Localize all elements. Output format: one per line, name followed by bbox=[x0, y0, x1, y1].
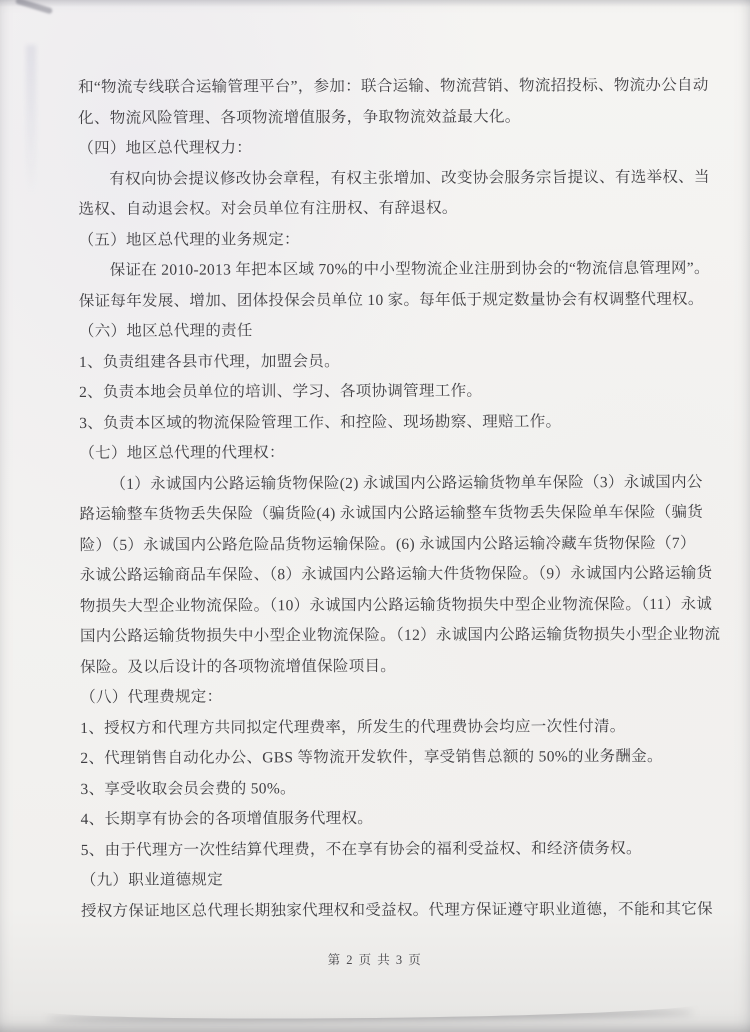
document-line: （1）永诚国内公路运输货物保险(2) 永诚国内公路运输货物单车保险（3）永诚国内公 bbox=[110, 473, 703, 493]
document-line: 有权向协会提议修改协会章程，有权主张增加、改变协会服务宗旨提议、有选举权、当 bbox=[109, 168, 710, 188]
page-footer: 第 2 页 共 3 页 bbox=[327, 953, 423, 967]
document-line: 路运输整车货物丢失保险（骗货险(4) 永诚国内公路运输整车货物丢失保险单车保险（骗货 bbox=[79, 503, 704, 523]
document-line: （五）地区总代理的业务规定： bbox=[78, 230, 300, 249]
document-line: （九）职业道德规定 bbox=[80, 871, 224, 889]
scan-corner-mark bbox=[15, 0, 53, 14]
document-line: 永诚公路运输商品车保险、（8）永诚国内公路运输大件货物保险。（9）永诚国内公路运输货 bbox=[79, 564, 713, 584]
scan-streak-left bbox=[26, 45, 36, 195]
document-line: 4、长期享有协会的各项增值服务代理权。 bbox=[80, 809, 374, 828]
document-line: 3、负责本区域的物流保险管理工作、和控险、现场勘察、理赔工作。 bbox=[79, 412, 562, 432]
document-line: （七）地区总代理的代理权： bbox=[79, 444, 285, 462]
document-line: （六）地区总代理的责任 bbox=[78, 322, 253, 340]
text-block bbox=[78, 71, 741, 927]
document-line: 保险。及以后设计的各项物流增值保险项目。 bbox=[80, 657, 397, 676]
document-line: 国内公路运输货物损失中小型企业物流保险。（12）永诚国内公路运输货物损失小型企业物流 bbox=[79, 625, 721, 645]
document-line: 1、授权方和代理方共同拟定代理费率，所发生的代理费协会均应一次性付清。 bbox=[80, 717, 626, 737]
document-line: 和“物流专线联合运输管理平台”，参加：联合运输、物流营销、物流招投标、物流办公自动 bbox=[78, 76, 709, 96]
document-line: 化、物流风险管理、各项物流增值服务，争取物流效益最大化。 bbox=[78, 107, 521, 127]
document-line: 险）（5）永诚国内公路危险品货物运输保险。(6) 永诚国内公路运输冷藏车货物保险（7） bbox=[79, 534, 696, 554]
document-line: （四）地区总代理权力： bbox=[78, 139, 253, 157]
document-line: 5、由于代理方一次性结算代理费，不在享有协会的福利受益权、和经济债务权。 bbox=[80, 839, 642, 859]
document-line: （八）代理费规定： bbox=[80, 688, 223, 706]
document-line: 2、代理销售自动化办公、GBS 等物流开发软件，享受销售总额的 50%的业务酬金。 bbox=[80, 747, 663, 767]
scan-shadow-bottom bbox=[40, 993, 700, 1022]
document-line: 保证每年发展、增加、团体投保会员单位 10 家。每年低于规定数量协会有权调整代理权。 bbox=[78, 290, 704, 310]
document-line: 1、负责组建各县市代理，加盟会员。 bbox=[78, 352, 340, 371]
document-line: 保证在 2010-2013 年把本区域 70%的中小型物流企业注册到协会的“物流信息管理网”。 bbox=[109, 259, 710, 279]
scan-shadow-top bbox=[0, 0, 750, 7]
document-line: 3、享受收取会员会费的 50%。 bbox=[80, 779, 296, 798]
document-line: 选权、自动退会权。对会员单位有注册权、有辞退权。 bbox=[78, 199, 458, 218]
document-line: 物损失大型企业物流保险。（10）永诚国内公路运输货物损失中型企业物流保险。（11）永诚 bbox=[79, 595, 713, 615]
document-line: 授权方保证地区总代理长期独家代理权和受益权。代理方保证遵守职业道德，不能和其它保 bbox=[80, 900, 713, 920]
document-line: 2、负责本地会员单位的培训、学习、各项协调管理工作。 bbox=[79, 382, 483, 401]
